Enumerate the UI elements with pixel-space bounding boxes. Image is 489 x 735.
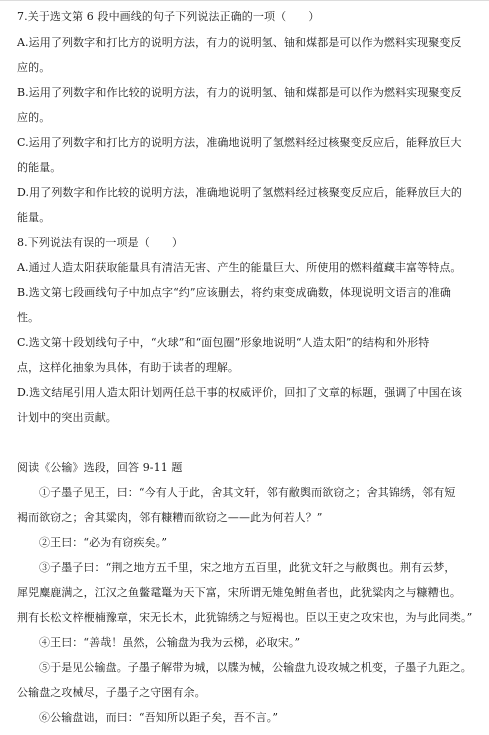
- reading-intro: 阅读《公输》选段，回答 9-11 题: [17, 461, 183, 474]
- q7-option-b-line2: 应的。: [17, 111, 51, 124]
- q8-option-c-line1: C.选文第十段划线句子中，“火球”和“面包圈”形象地说明“人造太阳”的结构和外形特: [17, 336, 430, 349]
- passage-p2: ②王曰：“必为有窃疾矣。”: [39, 536, 168, 549]
- q8-option-b-line1: B.选文第七段画线句子中加点字“约”应该删去，将约束变成确数，体现说明文语言的准确: [17, 286, 451, 299]
- q7-option-d-line2: 能量。: [17, 211, 51, 224]
- q8-option-a-line1: A.通过人造太阳获取能量具有清洁无害、产生的能量巨大、所使用的燃料蕴藏丰富等特点。: [17, 261, 462, 274]
- passage-p1-line2: 褐而欲窃之；舍其粱肉，邻有糠糟而欲窃之——此为何若人？”: [17, 511, 323, 524]
- q7-option-c-line2: 的能量。: [17, 161, 62, 174]
- passage-p3-line2: 犀兕麋鹿满之，江汉之鱼鳖鼋鼍为天下富，宋所谓无雉兔鲋鱼者也，此犹粱肉之与糠糟也。: [17, 586, 461, 599]
- q8-stem: 8.下列说法有误的一项是（ ）: [17, 236, 184, 249]
- q7-stem: 7.关于选文第 6 段中画线的句子下列说法正确的一项（ ）: [17, 10, 320, 23]
- q7-option-a-line2: 应的。: [17, 61, 51, 74]
- passage-p6: ⑥公输盘诎，而曰：“吾知所以距子矣，吾不言。”: [39, 711, 279, 724]
- q8-option-d-line1: D.选文结尾引用人造太阳计划两任总干事的权威评价，回扣了文章的标题，强调了中国在该: [17, 386, 463, 399]
- top-divider: [0, 0, 489, 1]
- q7-option-b-line1: B.运用了列数字和作比较的说明方法，有力的说明氢、铀和煤都是可以作为燃料实现聚变反: [17, 86, 462, 99]
- passage-p5-line2: 公输盘之攻械尽，子墨子之守圉有余。: [17, 686, 206, 699]
- q8-option-b-line2: 性。: [17, 311, 40, 324]
- passage-p4: ④王曰：“善哉！虽然，公输盘为我为云梯，必取宋。”: [39, 636, 301, 649]
- q8-option-c-line2: 点，这样化抽象为具体，有助于读者的理解。: [17, 361, 239, 374]
- q8-option-d-line2: 计划中的突出贡献。: [17, 411, 117, 424]
- passage-p3-line1: ③子墨子曰：“荆之地方五千里，宋之地方五百里，此犹文轩之与敝舆也。荆有云梦，: [39, 561, 456, 574]
- passage-p5-line1: ⑤于是见公输盘。子墨子解带为城，以牒为械，公输盘九设攻城之机变，子墨子九距之。: [39, 661, 472, 674]
- passage-p3-line3: 荆有长松文梓楩楠豫章，宋无长木，此犹锦绣之与短褐也。臣以王吏之攻宋也，为与此同类。”: [17, 611, 473, 624]
- q7-option-c-line1: C.运用了列数字和打比方的说明方法，准确地说明了氢燃料经过核聚变反应后，能释放巨大: [17, 136, 462, 149]
- q7-option-a-line1: A.运用了列数字和打比方的说明方法，有力的说明氢、铀和煤都是可以作为燃料实现聚变反: [17, 36, 462, 49]
- passage-p1-line1: ①子墨子见王，曰：“今有人于此，舍其文轩，邻有敝舆而欲窃之；舍其锦绣，邻有短: [39, 486, 456, 499]
- q7-option-d-line1: D.用了列数字和作比较的说明方法，准确地说明了氢燃料经过核聚变反应后，能释放巨大的: [17, 186, 463, 199]
